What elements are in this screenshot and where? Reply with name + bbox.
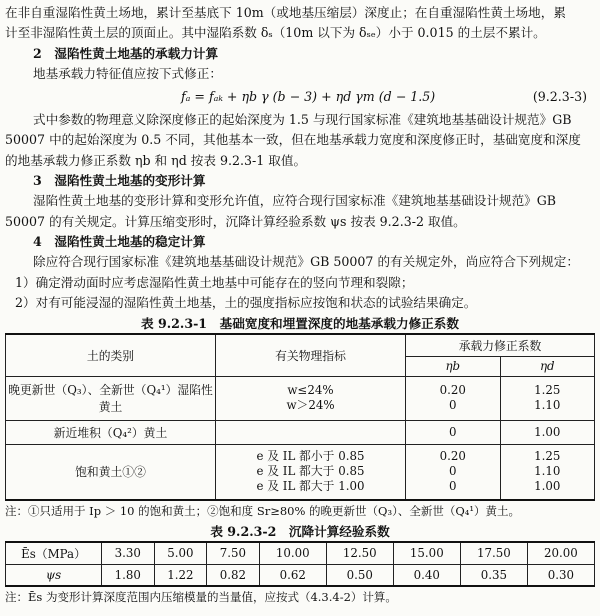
section-2-heading: 2 湿陷性黄土地基的承载力计算	[33, 45, 219, 61]
index-value: e 及 IL 都大于 1.00	[256, 479, 365, 494]
row-label-es: Ēs（MPa）	[6, 542, 102, 564]
table-row	[6, 376, 595, 420]
section-2-intro: 地基承载力特征值应按下式修正：	[33, 65, 222, 81]
section-2-para-3: 的地基承载力修正系数 ηb 和 ηd 按表 9.2.3-1 取值。	[5, 152, 307, 168]
index-cell	[216, 420, 406, 444]
section-3-para-2: 50007 的有关规定。计算压缩变形时，沉降计算经验系数 ψs 按表 9.2.3-2 取值。	[5, 213, 466, 229]
eta-d-cell	[500, 444, 595, 500]
psi-value: 0.50	[326, 564, 393, 586]
index-cell	[216, 444, 406, 500]
eta-b-value: 0.20	[439, 383, 466, 398]
psi-value: 0.35	[460, 564, 527, 586]
section-4-para-1: 除应符合现行国家标准《建筑地基基础设计规范》GB 50007 的有关规定外，尚应符合下列规定：	[33, 254, 579, 270]
header-coef: 承载力修正系数	[406, 334, 595, 356]
section-3-heading: 3 湿陷性黄土地基的变形计算	[33, 173, 206, 189]
eta-d-value: 1.10	[534, 398, 561, 413]
eta-b-value: 0	[448, 464, 457, 479]
es-value: 10.00	[259, 542, 326, 564]
eta-d-value: 1.25	[534, 383, 561, 398]
table-1	[5, 333, 595, 501]
formula-body: fₐ = fₐₖ + ηb γ (b − 3) + ηd γm (d − 1.5)	[181, 89, 436, 105]
es-value: 7.50	[207, 542, 260, 564]
psi-value: 1.22	[154, 564, 207, 586]
eta-b-cell: 0	[406, 420, 501, 444]
psi-value: 1.80	[102, 564, 155, 586]
text-line-2: 计至非湿陷性黄土层的顶面止。其中湿陷系数 δₛ（10m 以下为 δₛₑ）小于 0.015 的土层不累计。	[5, 25, 546, 41]
header-soil: 土的类别	[6, 334, 216, 376]
table-2	[5, 541, 595, 587]
eta-b-cell	[406, 444, 501, 500]
formula-number: (9.2.3-3)	[532, 89, 587, 105]
section-2-para-2: 50007 中的起始深度为 0.5 不同，其他基本一致，但在地基承载力宽度和深度修正时，基础宽度和深度	[5, 132, 581, 148]
soil-cell: 晚更新世（Q₃）、全新世（Q₄¹）湿陷性黄土	[6, 376, 216, 420]
section-2-para-1: 式中参数的物理意义除深度修正的起始深度为 1.5 与现行国家标准《建筑地基基础设计规范》GB	[33, 112, 572, 128]
eta-b-value: 0.20	[439, 449, 466, 464]
text-line-1: 在非自重湿陷性黄土场地，累计至基底下 10m（或地基压缩层）深度止；在自重湿陷性黄土场地，累	[5, 5, 566, 20]
soil-cell: 饱和黄土①②	[6, 444, 216, 500]
soil-cell: 新近堆积（Q₄²）黄土	[6, 420, 216, 444]
psi-value: 0.62	[259, 564, 326, 586]
index-value: w≤24%	[287, 383, 334, 398]
eta-d-cell: 1.00	[500, 420, 595, 444]
section-4-item-2: 2）对有可能浸湿的湿陷性黄土地基，土的强度指标应按饱和状态的试验结果确定。	[15, 294, 477, 310]
index-value: e 及 IL 都小于 0.85	[256, 449, 365, 464]
table-2-note: 注：Ēs 为变形计算深度范围内压缩模量的当量值，应按式（4.3.4-2）计算。	[5, 590, 397, 605]
header-eta-d: ηd	[500, 356, 595, 376]
index-value: e 及 IL 都大于 0.85	[256, 464, 365, 479]
table-row	[6, 420, 595, 444]
eta-b-value: 0	[448, 398, 457, 413]
table-1-note: 注：①只适用于 Ip ＞ 10 的饱和黄土；②饱和度 Sr≥80% 的晚更新世（Q₃）、全新世（Q₄¹）黄土。	[5, 504, 520, 519]
es-value: 3.30	[102, 542, 155, 564]
index-value: w＞24%	[286, 398, 335, 413]
table-row-es	[6, 542, 595, 564]
eta-d-cell	[500, 376, 595, 420]
es-value: 12.50	[326, 542, 393, 564]
es-value: 17.50	[460, 542, 527, 564]
section-4-item-1: 1）确定滑动面时应考虑湿陷性黄土地基中可能存在的竖向节理和裂隙；	[15, 274, 414, 290]
psi-value: 0.40	[393, 564, 460, 586]
psi-value: 0.30	[527, 564, 594, 586]
es-value: 5.00	[154, 542, 207, 564]
header-index: 有关物理指标	[216, 334, 406, 376]
section-3-para-1: 湿陷性黄土地基的变形计算和变形允许值，应符合现行国家标准《建筑地基基础设计规范》GB	[33, 193, 557, 209]
index-cell	[216, 376, 406, 420]
table-1-caption: 表 9.2.3-1 基础宽度和埋置深度的地基承载力修正系数	[141, 316, 459, 332]
table-2-caption: 表 9.2.3-2 沉降计算经验系数	[210, 524, 390, 540]
table-row	[6, 444, 595, 500]
section-4-heading: 4 湿陷性黄土地基的稳定计算	[33, 233, 206, 249]
es-value: 15.00	[393, 542, 460, 564]
eta-b-cell	[406, 376, 501, 420]
formula-9-2-3-3	[5, 84, 595, 110]
eta-d-value: 1.00	[534, 479, 561, 494]
table-row-psi	[6, 564, 595, 586]
eta-d-value: 1.25	[534, 449, 561, 464]
eta-d-value: 1.10	[534, 464, 561, 479]
psi-value: 0.82	[207, 564, 260, 586]
eta-b-value: 0	[448, 479, 457, 494]
row-label-psi: ψs	[6, 564, 102, 586]
header-eta-b: ηb	[406, 356, 501, 376]
es-value: 20.00	[527, 542, 594, 564]
